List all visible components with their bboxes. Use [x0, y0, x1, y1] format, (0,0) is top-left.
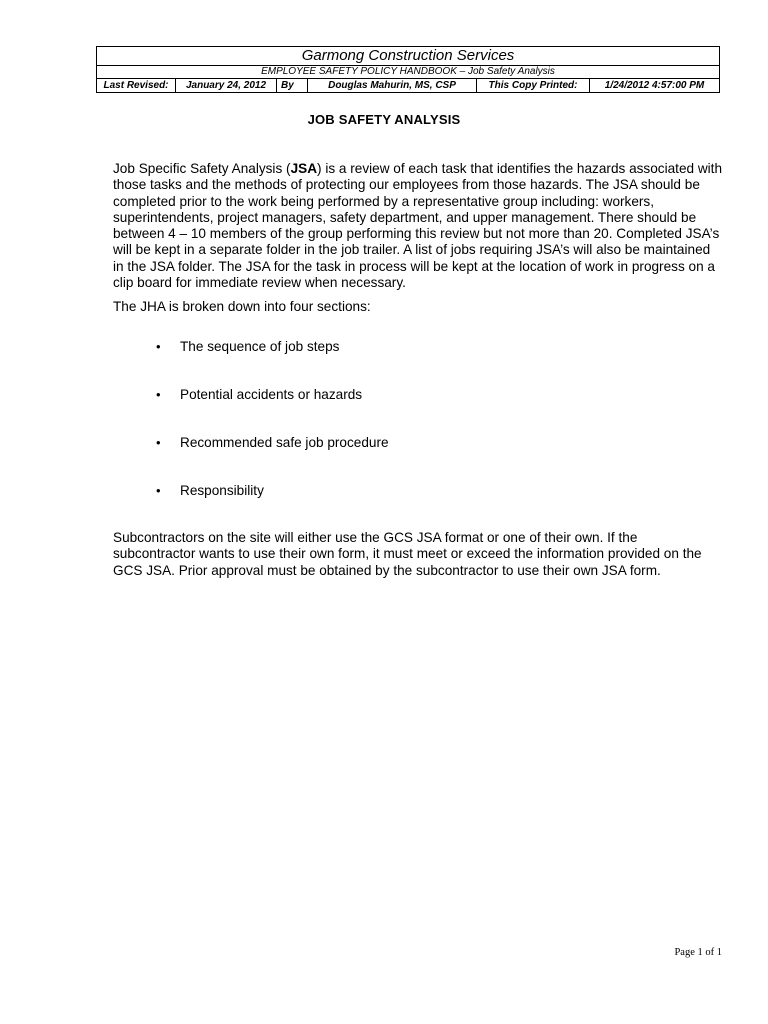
list-item-label: Responsibility: [180, 483, 264, 498]
company-row: [97, 47, 720, 66]
printed-value: 1/24/2012 4:57:00 PM: [590, 79, 720, 93]
list-item-label: Recommended safe job procedure: [180, 435, 389, 450]
last-revised-value: January 24, 2012: [176, 79, 277, 93]
subcontractor-paragraph: Subcontractors on the site will either use the GCS JSA format or one of their own. If the subcontractor wants to use their own form, it must meet or exceed the information provided on the GCS JSA. Prior approval must be obtained by the subcontractor to use their own JSA form.: [113, 530, 702, 578]
bullet-icon: •: [156, 387, 161, 402]
list-item: [150, 435, 389, 483]
section-list: [150, 339, 389, 531]
intro-rest: ) is a review of each task that identifies the hazards associated with those tasks and the methods of protecting our employees from those hazards. The JSA should be completed prior to the work being performed by a representative group including: workers, superintendents, project managers, safety department, and upper management. There should be between 4 – 10 members of the group performing this review but not more than 20. Completed JSA’s will be kept in a separate folder in the job trailer. A list of jobs requiring JSA’s will also be maintained in the JSA folder. The JSA for the task in process will be kept at the location of work in progress on a clip board for immediate review when necessary.: [113, 161, 723, 291]
by-label: By: [277, 79, 308, 93]
jsa-acronym: JSA: [290, 161, 318, 176]
document-header: [96, 46, 720, 93]
page-number: Page 1 of 1: [674, 947, 722, 958]
intro-paragraph: [113, 161, 723, 291]
list-item: [150, 339, 389, 387]
bullet-icon: •: [156, 339, 161, 354]
bullet-icon: •: [156, 483, 161, 498]
author-name: Douglas Mahurin, MS, CSP: [308, 79, 477, 93]
list-item-label: Potential accidents or hazards: [180, 387, 363, 402]
list-item-label: The sequence of job steps: [180, 339, 340, 354]
list-item: [150, 387, 389, 435]
subtitle-row: [97, 66, 720, 79]
list-item: [150, 483, 389, 531]
handbook-subtitle: EMPLOYEE SAFETY POLICY HANDBOOK – Job Safety Analysis: [97, 66, 720, 79]
last-revised-label: Last Revised:: [97, 79, 176, 93]
printed-label: This Copy Printed:: [477, 79, 590, 93]
page-title: JOB SAFETY ANALYSIS: [307, 112, 461, 127]
intro-lead: Job Specific Safety Analysis (: [113, 161, 291, 176]
bullet-icon: •: [156, 435, 161, 450]
breakdown-intro: The JHA is broken down into four sections:: [113, 299, 371, 314]
meta-row: [97, 79, 720, 93]
company-name: Garmong Construction Services: [97, 47, 720, 66]
